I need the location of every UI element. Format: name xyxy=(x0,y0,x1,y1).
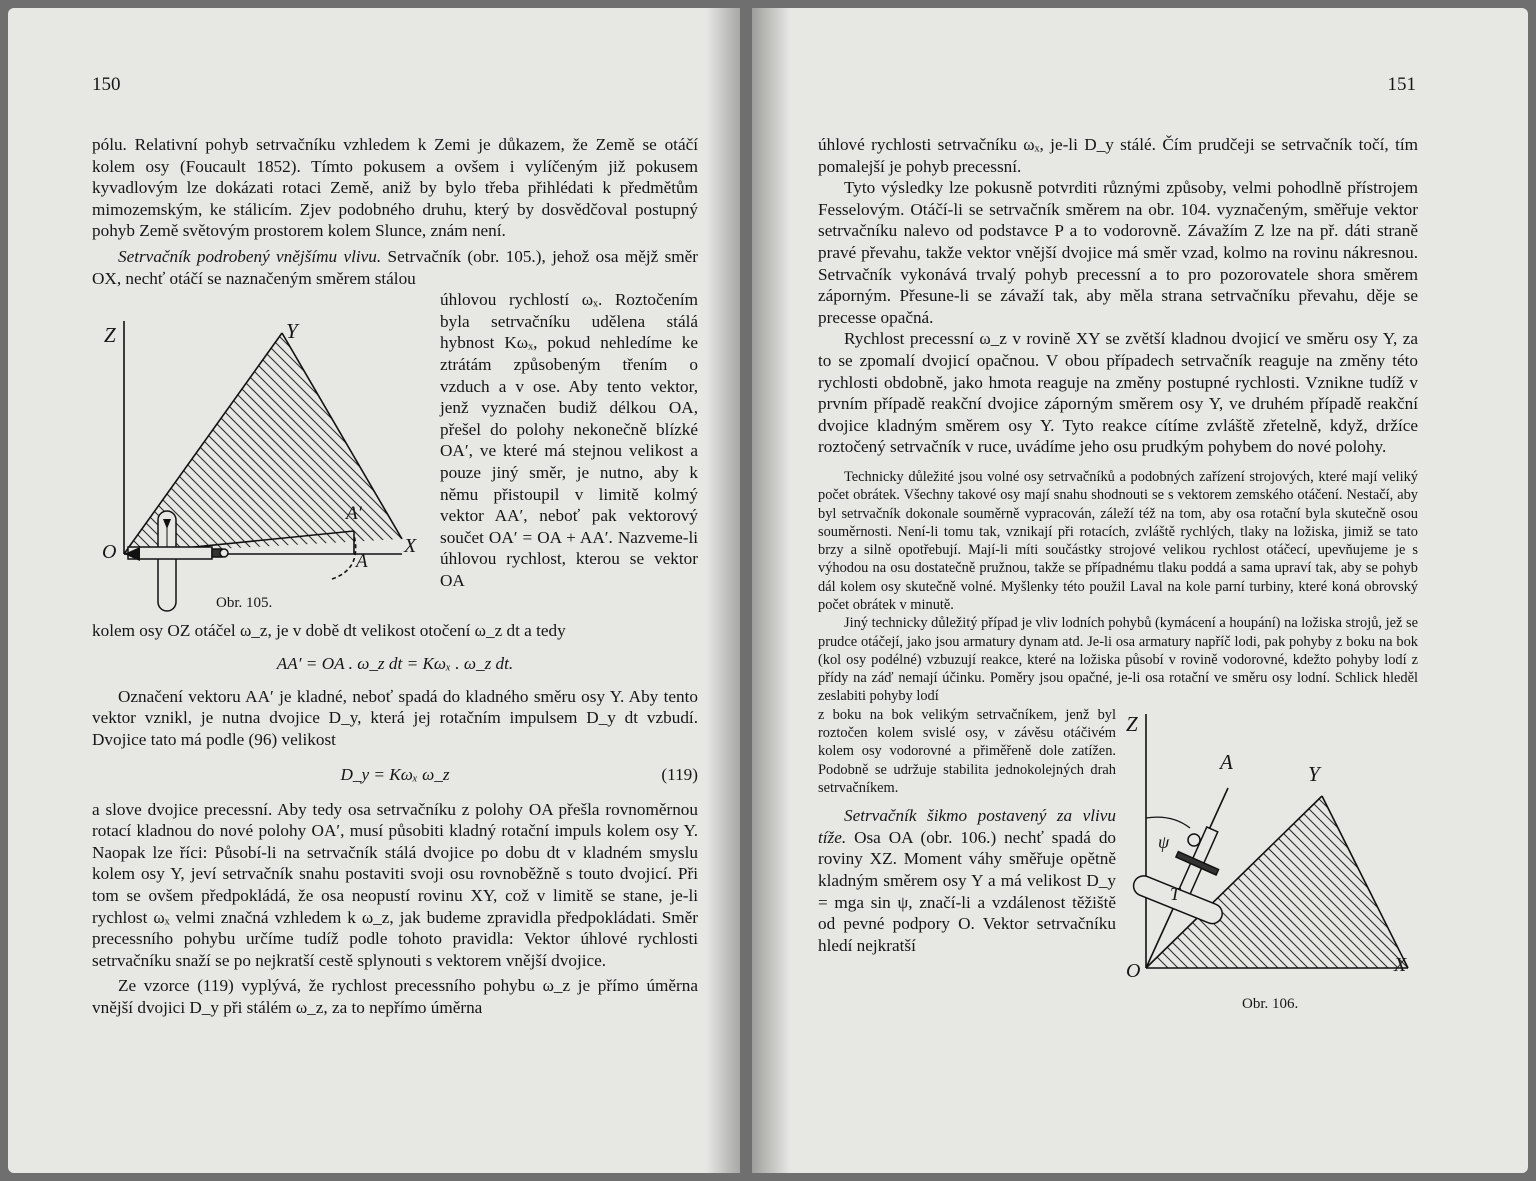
axis-label-z: Z xyxy=(104,323,116,348)
figure-wrap-block xyxy=(92,289,698,620)
axis-label-x: X xyxy=(404,535,417,558)
paragraph: Ze vzorce (119) vyplývá, že rychlost precessního pohybu ω_z je přímo úměrna vnější dvojici D_y při stálém ω_z, za to nepřímo úměrna xyxy=(92,976,698,1017)
small-paragraph-wrapped: z boku na bok velikým setrvačníkem, jenž byl roztočen kolem svislé osy, v závěsu otáčivém kolem osy vodorovné a přiměřeně dole zatížen. Podobně se udržuje stabilita jednokolejných drah setrvačníkem. xyxy=(818,706,1116,796)
axis-label-z: Z xyxy=(1126,711,1138,736)
axes-106 xyxy=(1146,714,1408,968)
paragraph: Rychlost precessní ω_z v rovině XY se zvětší kladnou dvojicí ve směru osy Y, za to se zpomalí dvojicí opačnou. V obou případech setrvačník reaguje na změny této rychlosti obdobně, jako hmota reaguje na změny postupné rychlosti. Vznikne tudíž v prvním případě reakční dvojice záporným směrem osy Y, ve druhém případě reakční dvojice kladným směrem osy Y. Tyto reakce cítíme zvláště zřetelně, když, držíce roztočený setrvačník v ruce, uvádíme jeho osu prudkým pohybem do nové polohy. xyxy=(818,329,1418,457)
point-label-o: O xyxy=(1126,959,1141,982)
axis-label-y: Y xyxy=(1308,761,1320,786)
figure-wrap-block xyxy=(818,706,1418,1024)
point-label-a: A xyxy=(356,551,368,573)
figure-106-drawing xyxy=(1126,706,1418,1024)
point-label-a-prime: A′ xyxy=(346,503,362,525)
left-text-column xyxy=(92,134,698,1018)
left-page xyxy=(8,8,740,1173)
gutter-shadow-left xyxy=(706,8,740,1173)
point-label-a: A xyxy=(1220,749,1233,774)
figure-106 xyxy=(1126,706,1418,1024)
right-text-column xyxy=(818,134,1418,1024)
section-heading: Setrvačník šikmo postavený za vlivu tíže. xyxy=(818,806,1116,847)
axis-label-x: X xyxy=(1394,953,1407,976)
paragraph xyxy=(92,246,698,289)
axis-label-y: Y xyxy=(286,319,298,344)
paragraph: a slove dvojice precessní. Aby tedy osa setrvačníku z polohy OA přešla rovnoměrnou rotací kladnou do nové polohy OA′, musí působiti kladný rotační impuls kolem osy Y. Naopak lze říci: Působí-li na setrvačník stálá dvojice po dobu dt v kladném smyslu kolem osy Y, jeví setrvačník snahu postaviti svoji osu rovnoběžně s touto dvojicí. Při tom se ovšem předpokládá, že osa neopustí rovinu XY, což v limitě se stane, je-li rychlost ωₓ velmi značná vzhledem k ω_z, jak budeme zpravidla předpokládati. Směr precessního pohybu určíme tudíž podle tohoto pravidla: Vektor úhlové rychlosti setrvačníku snaží se po nejkratší cestě splynouti s vektorem vnější dvojice. xyxy=(92,799,698,970)
paragraph-continued: kolem osy OZ otáčel ω_z, je v době dt velikost otočení ω_z dt a tedy xyxy=(92,621,566,641)
gutter-shadow-right xyxy=(752,8,790,1173)
paragraph: úhlové rychlosti setrvačníku ωₓ, je-li D_y stálé. Čím prudčeji se setrvačník točí, tím pomalejší je pohyb precessní. xyxy=(818,135,1418,176)
paragraph-text: Osa OA (obr. 106.) nechť spadá do roviny XZ. Moment váhy směřuje opětně kladným směrem osy Y a má velikost D_y = mga sin ψ, značí-li a vzdálenost těžiště od pevné podpory O. Vektor setrvačníku hledí nejkratší xyxy=(818,827,1117,955)
equation-body: D_y = Kωₓ ω_z xyxy=(340,764,450,784)
paragraph: Označení vektoru AA′ je kladné, neboť spadá do kladného směru osy Y. Aby tento vektor vznikl, je nutna dvojice D_y, která jej rotačním impulsem D_y dt vzbudí. Dvojice tato má podle (96) velikost xyxy=(92,686,698,749)
section-heading: Setrvačník podrobený vnějšímu vlivu. xyxy=(118,246,382,266)
angle-label-psi: ψ xyxy=(1158,831,1170,852)
page-number-right: 151 xyxy=(1387,74,1416,95)
small-paragraph: Jiný technicky důležitý případ je vliv lodních pohybů (kymácení a houpání) na ložiska strojů, jež se prudce otáčejí, jako jsou armatury dynam atd. Je-li osa armatury napříč lodi, pak pohyby z boku na bok (kol osy podélné) vzbuzují reakce, které na ložiska působí v rovině vodorovné, kdežto pohyby lodí z přídy na záď nemají účinku. Poměry jsou opačné, je-li osa rotační ve směru osy lodní. Schlick hleděl zeslabiti pohyby lodí xyxy=(818,615,1418,705)
paragraph-text: Setrvačník (obr. 105.), jehož osa mějž směr OX, nechť otáčí se naznačeným směrem stálou xyxy=(92,246,698,288)
paragraph: Tyto výsledky lze pokusně potvrditi různými způsoby, velmi pohodlně přístrojem Fesselovým. Otáčí-li se setrvačník směrem na obr. 104. vyznačeným, směřuje vektor setrvačníku nalevo od podstavce P a to vodorovně. Závažím Z lze na př. dáti straně pravé převahu, takže vektor vnější dvojice má směr vzad, kolmo na rovinu nákresnou. Setrvačník vykonává trvalý pohyb precessní a to pro pozorovatele shora směrem záporným. Přesune-li se závaží tak, aby měla strana setrvačníku převahu, děje se precesse opačná. xyxy=(818,178,1418,327)
equation-number: (119) xyxy=(661,764,698,784)
page-number-left: 150 xyxy=(92,74,121,95)
equation: AA′ = OA . ω_z dt = Kωₓ . ω_z dt. xyxy=(276,653,514,673)
paragraph: pólu. Relativní pohyb setrvačníku vzhledem k Zemi je důkazem, že Země se otáčí kolem osy (Foucault 1852). Tímto pokusem a ovšem i vylíčeným již pokusem kyvadlovým lze dokázati rotaci Země, aniž by bylo třeba přihlédati k předmětům mimozemským, ke stálicím. Zjev podobného druhu, který by dosvědčoval postupný pohyb Země světovým prostorem kolem Slunce, znám není. xyxy=(92,135,698,241)
hatching xyxy=(1126,766,1418,996)
hatching xyxy=(92,329,430,620)
point-label-o: O xyxy=(102,541,117,564)
figure-105 xyxy=(92,289,430,620)
equation-119 xyxy=(92,763,698,787)
point-label-t: T xyxy=(1170,883,1181,904)
small-paragraph: Technicky důležité jsou volné osy setrvačníků a podobných zařízení strojových, které mají veliký počet obrátek. Všechny takové osy mají snahu shodnouti se s vektorem zemského otáčení. Nestačí, aby byl setrvačník dokonale souměrně vypracován, záleží též na tom, aby osa rotační byla skutečně osou souměrnosti. Není-li tomu tak, vznikají při rotacích, zvláště rychlých, tlaky na ložiska, jimiž se tato brzy a silně opotřebují. Mají-li míti součástky strojové velikou rychlost otáčecí, upevňujeme je s výhodou na osu dostatečně pružnou, takže se případnému tlaku poddá a sama upraví tak, aby se pohyb dál kolem osy skutečně volné. Myšlenky této použil Laval na kole parní turbiny, které koná obrovský počet obrátek v minutě. xyxy=(818,468,1418,613)
flywheel-105 xyxy=(124,511,228,611)
figure-caption: Obr. 106. xyxy=(1242,995,1299,1012)
right-page xyxy=(752,8,1528,1173)
paragraph-wrapped: úhlovou rychlostí ωₓ. Roztočením byla setrvačníku udělena stálá hybnost Kωₓ, pokud nehledíme ke ztrátám způsobeným třením o vzduch a v ose. Aby tento vektor, jenž vyznačen budiž délkou OA, přešel do polohy nekonečně blízké OA′, ve které má stejnou velikost a pouze jiný směr, je nutno, aby k němu přistoupil v limitě kolmý vektor AA′, neboť pak vektorový součet OA′ = OA + AA′. Nazveme-li úhlovou rychlost, kterou se vektor OA xyxy=(440,290,698,590)
figure-105-drawing xyxy=(92,289,430,620)
figure-caption: Obr. 105. xyxy=(216,595,273,612)
